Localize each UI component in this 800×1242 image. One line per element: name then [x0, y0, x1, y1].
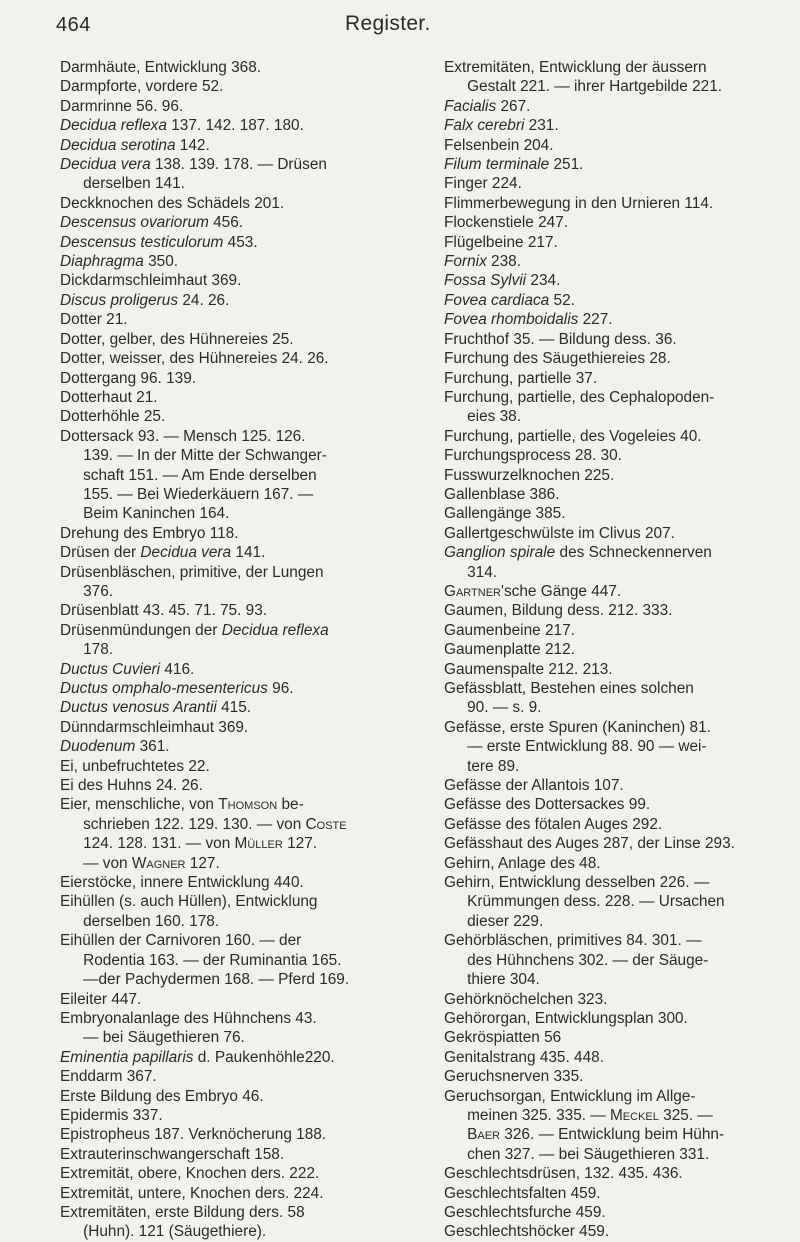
index-entry-text: 350. [143, 253, 179, 271]
index-entry-line [444, 892, 794, 911]
index-entry-text: Epidermis 337. [60, 1106, 163, 1124]
index-entry-line [60, 116, 432, 135]
index-entry-line [60, 1203, 432, 1222]
index-entry-text: 141. [231, 544, 266, 562]
index-entry-line [444, 407, 794, 426]
index-entry-line [444, 504, 794, 523]
index-entry-line [444, 795, 794, 814]
index-entry-line [444, 233, 794, 252]
index-entry-line [444, 718, 794, 737]
index-entry-text: Dotterhaut 21. [60, 388, 158, 406]
index-entry-text: Darmpforte, vordere 52. [60, 78, 224, 96]
index-entry-line [60, 349, 432, 368]
index-entry-text: Baer [467, 1126, 500, 1144]
index-entry-line [60, 174, 432, 193]
index-entry-line [444, 776, 794, 795]
index-entry-text: Epistropheus 187. Verknöcherung 188. [60, 1126, 327, 1144]
index-entry-text: Gefässhaut des Auges 287, der Linse 293. [444, 835, 735, 853]
index-entry-text: 96. [267, 680, 294, 697]
index-entry-text: Meckel [609, 1106, 659, 1124]
index-entry-text: 137. 142. 187. 180. [166, 117, 304, 135]
index-entry-text: Fossa Sylvii [444, 272, 527, 290]
index-entry-text: Deckknochen des Schädels 201. [60, 194, 285, 212]
index-entry-text: Ganglion spirale [444, 544, 556, 562]
index-entry-text: Krümmungen dess. 228. — Ursachen [444, 893, 725, 911]
index-entry-text: 251. [549, 156, 584, 174]
index-entry-line [60, 97, 432, 116]
index-entry-text: Gekröspiatten 56 [444, 1029, 562, 1047]
index-entry-text: Dotter 21. [60, 311, 128, 329]
index-entry-text: Geschlechtsfalten 459. [444, 1184, 601, 1202]
index-entry-line [444, 174, 794, 193]
index-entry-text: Eileiter 447. [60, 990, 142, 1008]
index-entry-line [444, 912, 794, 931]
index-entry-text: Eierstöcke, innere Entwicklung 440. [60, 874, 304, 892]
index-entry-line [444, 97, 794, 116]
index-entry-text: Coste [305, 815, 347, 833]
index-entry-text: 178. [60, 641, 114, 659]
index-entry-text: Gefässe des Dottersackes 99. [444, 796, 651, 814]
index-entry-line [60, 1048, 432, 1067]
index-entry-text: Gehörbläschen, primitives 84. 301. — [444, 932, 702, 950]
index-entry-line [60, 310, 432, 329]
index-entry-line [444, 1087, 794, 1106]
index-entry-text: 415. [216, 699, 252, 717]
index-entry-line [60, 504, 432, 523]
index-entry-line [60, 834, 432, 853]
index-entry-text: Flockenstiele 247. [444, 214, 569, 232]
index-entry-line [444, 1067, 794, 1086]
index-entry-text: 234. [526, 272, 561, 290]
index-entry-text: Geruchsorgan, Entwicklung im Allge- [444, 1087, 696, 1105]
index-entry-text: Rodentia 163. — der Ruminantia 165. [60, 951, 342, 969]
index-entry-text: Extremität, untere, Knochen ders. 224. [60, 1184, 324, 1202]
index-entry-text: Gefässblatt, Bestehen eines solchen [444, 680, 694, 697]
index-entry-line [60, 466, 432, 485]
index-entry-line [444, 970, 794, 989]
index-column-left [60, 58, 432, 1242]
index-entry-line [60, 543, 432, 562]
index-entry-text: Filum terminale [444, 156, 550, 174]
index-entry-line [60, 485, 432, 504]
index-entry-text: eies 38. [444, 408, 521, 426]
index-entry-line [444, 854, 794, 873]
index-entry-line [444, 990, 794, 1009]
index-entry-line [444, 582, 794, 601]
index-entry-text: Furchung, partielle, des Cephalopoden- [444, 388, 715, 406]
index-entry-line [60, 58, 432, 77]
index-entry-text: — erste Entwicklung 88. 90 — wei- [444, 738, 707, 756]
index-entry-text: Gefässe des fötalen Auges 292. [444, 815, 663, 833]
index-entry-line [444, 931, 794, 950]
index-entry-line [60, 912, 432, 931]
index-entry-line [444, 349, 794, 368]
index-entry-text: Gehörknöchelchen 323. [444, 990, 608, 1008]
index-entry-text: 142. [175, 136, 210, 154]
index-entry-line [60, 446, 432, 465]
index-entry-text: Gaumenspalte 212. 213. [444, 660, 613, 678]
index-entry-text: 'sche Gänge 447. [501, 582, 622, 600]
index-entry-line [444, 310, 794, 329]
index-entry-text: Ei des Huhns 24. 26. [60, 777, 203, 795]
index-entry-text: 24. 26. [178, 291, 230, 309]
index-entry-text: Wagner [131, 854, 186, 872]
index-entry-text: Beim Kaninchen 164. [60, 505, 230, 523]
index-entry-text: schrieben 122. 129. 130. — von [60, 815, 306, 833]
index-entry-text [444, 1126, 467, 1143]
index-entry-text: des Hühnchens 302. — der Säuge- [444, 951, 709, 969]
index-entry-text: Gartner [444, 582, 501, 600]
index-entry-line [444, 446, 794, 465]
index-entry-text: Decidua reflexa [60, 117, 167, 135]
index-entry-text: Gehörorgan, Entwicklungsplan 300. [444, 1009, 688, 1027]
index-entry-line [444, 58, 794, 77]
index-entry-text: 376. [60, 582, 114, 600]
index-entry-text: Genitalstrang 435. 448. [444, 1048, 605, 1066]
index-entry-text: Ductus venosus Arantii [60, 699, 217, 717]
index-entry-text: Furchung, partielle, des Vogeleies 40. [444, 427, 702, 445]
index-entry-line [60, 621, 432, 640]
index-entry-line [60, 757, 432, 776]
index-entry-text: 326. — Entwicklung beim Hühn- [499, 1126, 725, 1144]
index-entry-text: Ei, unbefruchtetes 22. [60, 757, 210, 775]
index-entry-line [444, 291, 794, 310]
index-entry-line [444, 815, 794, 834]
index-entry-text: Fusswurzelknochen 225. [444, 466, 615, 484]
index-entry-line [60, 194, 432, 213]
index-entry-line [60, 660, 432, 679]
index-entry-text: Extremität, obere, Knochen ders. 222. [60, 1165, 320, 1183]
index-entry-line [60, 951, 432, 970]
index-entry-line [444, 524, 794, 543]
index-entry-line [60, 776, 432, 795]
index-entry-text: Dickdarmschleimhaut 369. [60, 272, 242, 290]
index-entry-text: — von [60, 854, 132, 872]
index-entry-text: Finger 224. [444, 175, 522, 193]
index-entry-text: derselben 160. 178. [60, 912, 220, 930]
index-entry-line [60, 233, 432, 252]
index-entry-text: Felsenbein 204. [444, 136, 554, 154]
index-entry-line [444, 621, 794, 640]
index-entry-text: 325. — [658, 1106, 713, 1124]
index-entry-text: Discus proligerus [60, 291, 179, 309]
index-entry-line [444, 271, 794, 290]
index-entry-text: chen 327. — bei Säugethieren 331. [444, 1145, 710, 1163]
index-entry-line [60, 155, 432, 174]
index-entry-line [444, 466, 794, 485]
index-entry-text: Gehirn, Entwicklung desselben 226. — [444, 874, 710, 892]
index-entry-text: Dotter, gelber, des Hühnereies 25. [60, 330, 294, 348]
index-entry-line [60, 718, 432, 737]
index-entry-line [60, 369, 432, 388]
index-entry-line [444, 369, 794, 388]
index-entry-line [60, 737, 432, 756]
index-entry-line [444, 757, 794, 776]
index-entry-line [60, 582, 432, 601]
index-entry-text: Dotter, weisser, des Hühnereies 24. 26. [60, 350, 329, 368]
index-entry-line [444, 1203, 794, 1222]
page-number: 464 [56, 14, 91, 36]
index-entry-line [444, 77, 794, 96]
index-entry-text: 127. [282, 835, 318, 853]
index-entry-line [444, 1184, 794, 1203]
index-entry-text: Eminentia papillaris [60, 1048, 194, 1066]
index-entry-text: Embryonalanlage des Hühnchens 43. [60, 1009, 317, 1027]
index-entry-text: Fovea cardiaca [444, 291, 550, 309]
index-entry-text: Extremitäten, Entwicklung der äussern [444, 59, 707, 76]
index-entry-text: Drüsenmündungen der [60, 621, 222, 639]
index-entry-text: Thomson [218, 796, 278, 814]
index-entry-text: Decidua vera [140, 544, 232, 562]
index-entry-line [444, 1028, 794, 1047]
index-column-right [444, 58, 794, 1242]
index-entry-text: Furchung des Säugethiereies 28. [444, 350, 671, 368]
index-entry-text: Gallenblase 386. [444, 485, 560, 503]
index-entry-line [444, 485, 794, 504]
index-entry-text: Eihüllen der Carnivoren 160. — der [60, 932, 302, 950]
index-entry-line [444, 698, 794, 717]
index-entry-text: Eihüllen (s. auch Hüllen), Entwicklung [60, 893, 318, 911]
index-entry-line [444, 116, 794, 135]
index-entry-text: Fruchthof 35. — Bildung dess. 36. [444, 330, 677, 348]
index-entry-text: 138. 139. 178. — Drüsen [150, 156, 327, 174]
index-entry-line [60, 1145, 432, 1164]
index-entry-text: Duodenum [60, 738, 136, 756]
index-entry-line [60, 815, 432, 834]
index-entry-text: (Huhn). 121 (Säugethiere). [60, 1223, 267, 1241]
index-entry-text: thiere 304. [444, 971, 540, 989]
index-entry-text: Geruchsnerven 335. [444, 1068, 584, 1086]
index-entry-line [444, 543, 794, 562]
index-entry-line [60, 427, 432, 446]
index-entry-line [444, 1106, 794, 1125]
index-entry-text: Eier, menschliche, von [60, 796, 219, 814]
index-entry-line [444, 640, 794, 659]
index-entry-text: Drüsenbläschen, primitive, der Lungen [60, 563, 324, 581]
index-entry-line [60, 679, 432, 698]
index-entry-text: Dottersack 93. — Mensch 125. 126. [60, 427, 306, 445]
index-entry-line [444, 1009, 794, 1028]
index-entry-line [444, 1222, 794, 1241]
index-entry-text: — bei Säugethieren 76. [60, 1029, 245, 1047]
index-entry-line [444, 1125, 794, 1144]
index-entry-text: Gallertgeschwülste im Clivus 207. [444, 524, 675, 542]
index-entry-text: Decidua vera [60, 156, 151, 174]
index-entry-line [444, 213, 794, 232]
index-entry-text: Geschlechtsfurche 459. [444, 1203, 606, 1221]
index-entry-line [60, 1164, 432, 1183]
index-entry-line [60, 563, 432, 582]
index-entry-line [444, 155, 794, 174]
index-entry-text: Darmrinne 56. 96. [60, 97, 184, 115]
index-entry-text: Gefässe der Allantois 107. [444, 777, 624, 795]
index-entry-text: Dünndarmschleimhaut 369. [60, 718, 249, 736]
index-entry-line [60, 407, 432, 426]
index-entry-text: Darmhäute, Entwicklung 368. [60, 59, 262, 76]
index-entry-line [444, 679, 794, 698]
index-entry-text: 52. [549, 291, 575, 309]
index-entry-text: Gestalt 221. — ihrer Hartgebilde 221. [444, 78, 723, 96]
index-entry-text: Fovea rhomboidalis [444, 311, 579, 329]
index-entry-text: 361. [135, 738, 170, 756]
index-entry-line [444, 194, 794, 213]
index-entry-text: Ductus omphalo-mesentericus [60, 680, 268, 697]
index-entry-text: Flimmerbewegung in den Urnieren 114. [444, 194, 714, 212]
index-entry-text: d. Paukenhöhle220. [193, 1048, 335, 1066]
index-entry-line [60, 640, 432, 659]
index-entry-text: Falx cerebri [444, 117, 525, 135]
index-entry-text: Dottergang 96. 139. [60, 369, 197, 387]
index-entry-line [60, 854, 432, 873]
index-entry-text: Gefässe, erste Spuren (Kaninchen) 81. [444, 718, 711, 736]
index-entry-line [444, 1164, 794, 1183]
index-entry-line [60, 136, 432, 155]
index-entry-text: Dotterhöhle 25. [60, 408, 166, 426]
index-entry-line [60, 77, 432, 96]
index-entry-line [444, 951, 794, 970]
index-entry-line [444, 737, 794, 756]
index-entry-text: Facialis [444, 97, 497, 115]
index-entry-text: 238. [486, 253, 521, 271]
index-entry-text: 416. [160, 660, 195, 678]
index-entry-line [60, 1087, 432, 1106]
index-entry-text: Fornix [444, 253, 487, 271]
index-entry-line [444, 660, 794, 679]
index-entry-text: 456. [208, 214, 244, 232]
index-entry-text: des Schneckennerven [555, 544, 712, 562]
index-entry-text: Extrauterinschwangerschaft 158. [60, 1145, 285, 1163]
index-entry-line [444, 330, 794, 349]
index-entry-text: derselben 141. [60, 175, 185, 193]
index-entry-text: 139. — In der Mitte der Schwanger- [60, 447, 327, 465]
index-entry-text: be- [277, 796, 304, 814]
index-entry-text: Ductus Cuvieri [60, 660, 161, 678]
index-entry-line [60, 1028, 432, 1047]
index-entry-text: Furchung, partielle 37. [444, 369, 598, 387]
index-entry-line [60, 388, 432, 407]
index-entry-line [60, 931, 432, 950]
index-entry-text: Drehung des Embryo 118. [60, 524, 239, 542]
index-entry-line [60, 252, 432, 271]
index-entry-line [444, 873, 794, 892]
index-entry-line [444, 252, 794, 271]
index-entry-text: Furchungsprocess 28. 30. [444, 447, 622, 465]
index-entry-line [60, 1067, 432, 1086]
index-entry-text: Müller [234, 835, 283, 853]
index-entry-text: Gaumenplatte 212. [444, 641, 575, 659]
index-entry-text: Decidua serotina [60, 136, 176, 154]
index-entry-line [444, 1145, 794, 1164]
index-entry-line [444, 388, 794, 407]
index-entry-text: 314. [444, 563, 498, 581]
index-entry-line [444, 563, 794, 582]
index-entry-line [60, 271, 432, 290]
index-entry-text: Gaumenbeine 217. [444, 621, 575, 639]
index-entry-line [60, 970, 432, 989]
index-entry-line [444, 427, 794, 446]
index-entry-text: 453. [223, 233, 258, 251]
index-entry-text: 90. — s. 9. [444, 699, 542, 717]
index-entry-line [60, 291, 432, 310]
index-entry-text: Gaumen, Bildung dess. 212. 333. [444, 602, 673, 620]
index-entry-text: 267. [496, 97, 531, 115]
index-entry-text: Descensus ovariorum [60, 214, 209, 232]
index-entry-line [444, 834, 794, 853]
index-entry-text: —der Pachydermen 168. — Pferd 169. [60, 971, 350, 989]
index-entry-line [60, 873, 432, 892]
index-entry-text: Geschlechtsdrüsen, 132. 435. 436. [444, 1165, 683, 1183]
index-entry-text: Geschlechtshöcker 459. [444, 1223, 610, 1241]
index-entry-line [60, 524, 432, 543]
index-entry-line [60, 1222, 432, 1241]
index-entry-line [60, 795, 432, 814]
index-entry-text: tere 89. [444, 757, 520, 775]
index-entry-line [60, 601, 432, 620]
index-entry-text: Enddarm 367. [60, 1068, 157, 1086]
running-head: Register. [345, 12, 431, 35]
index-entry-text: 231. [524, 117, 559, 135]
index-entry-text: Gallengänge 385. [444, 505, 566, 523]
index-entry-text: Decidua reflexa [221, 621, 329, 639]
index-entry-text: 127. [185, 854, 220, 872]
index-entry-text: Drüsenblatt 43. 45. 71. 75. 93. [60, 602, 268, 620]
index-entry-text: Extremitäten, erste Bildung ders. 58 [60, 1203, 305, 1221]
index-entry-text: 124. 128. 131. — von [60, 835, 235, 853]
index-entry-text: 155. — Bei Wiederkäuern 167. — [60, 485, 314, 503]
index-entry-line [60, 330, 432, 349]
index-entry-text: Diaphragma [60, 253, 144, 271]
index-entry-line [60, 213, 432, 232]
index-entry-line [444, 136, 794, 155]
index-entry-text: 227. [578, 311, 613, 329]
index-entry-line [60, 1106, 432, 1125]
index-entry-text: Flügelbeine 217. [444, 233, 558, 251]
index-entry-line [444, 1048, 794, 1067]
index-entry-text: Gehirn, Anlage des 48. [444, 854, 601, 872]
index-entry-text: meinen 325. 335. — [444, 1106, 610, 1124]
index-entry-line [60, 990, 432, 1009]
index-entry-line [60, 1009, 432, 1028]
index-entry-line [60, 1125, 432, 1144]
index-entry-text: Erste Bildung des Embryo 46. [60, 1087, 264, 1105]
index-entry-line [60, 698, 432, 717]
index-entry-line [60, 1184, 432, 1203]
index-entry-line [60, 892, 432, 911]
index-entry-text: Descensus testiculorum [60, 233, 224, 251]
index-entry-text: dieser 229. [444, 912, 544, 930]
index-entry-text: schaft 151. — Am Ende derselben [60, 466, 317, 484]
index-entry-line [444, 601, 794, 620]
index-entry-text: Drüsen der [60, 544, 141, 562]
